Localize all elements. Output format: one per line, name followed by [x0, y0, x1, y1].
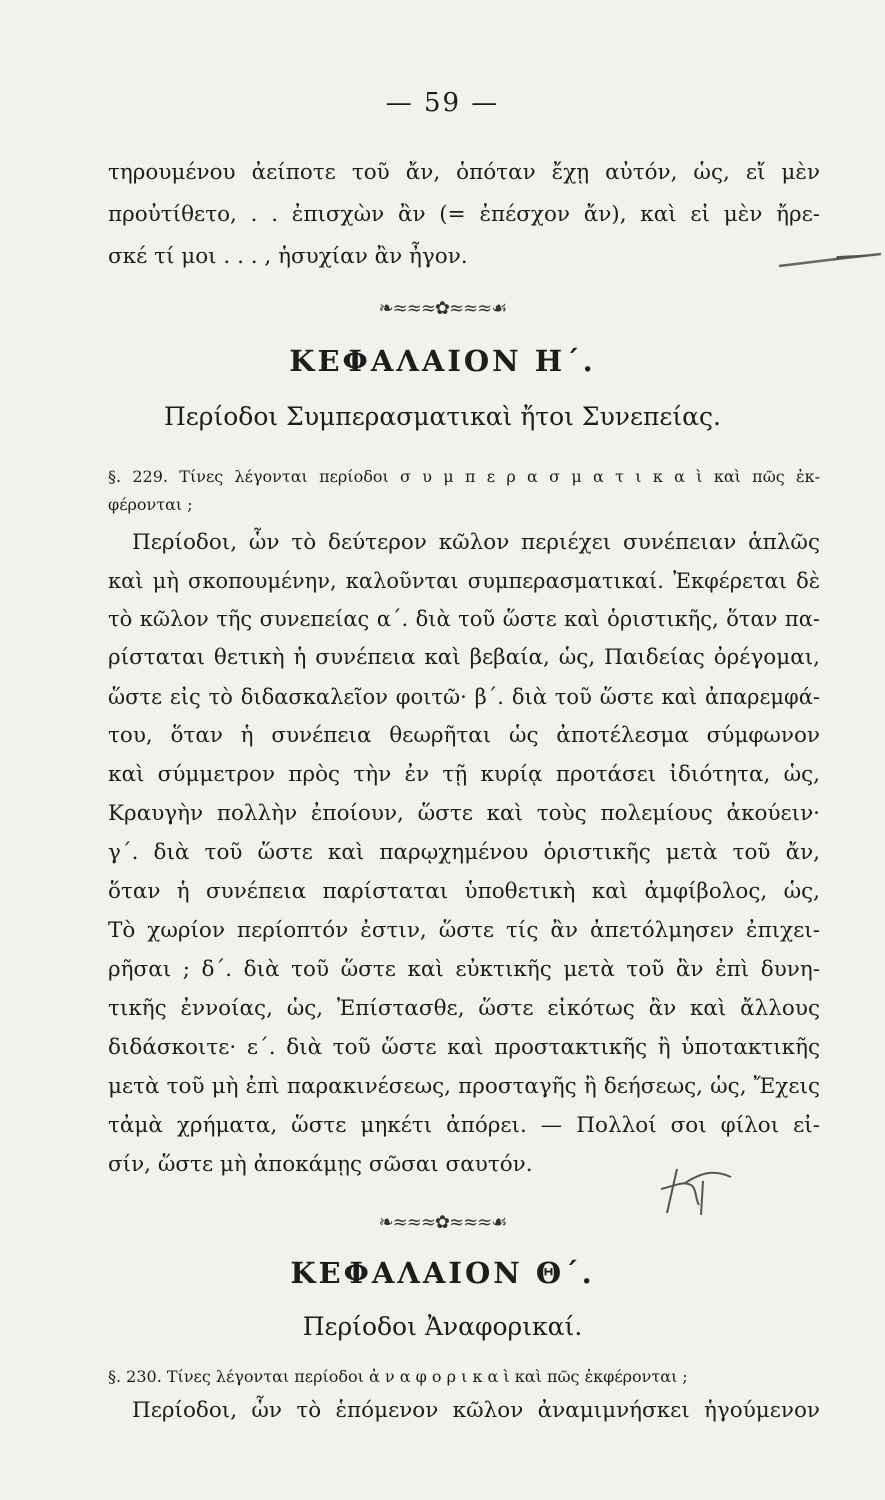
text-line: γ΄. διὰ τοῦ ὥστε καὶ παρῳχημένου ὁριστικῆς μετὰ τοῦ ἄν, — [108, 840, 820, 865]
text-line: ὅταν ἡ συνέπεια παρίσταται ὑποθετικὴ καὶ ἀμφίβολος, ὡς, — [108, 879, 820, 904]
text-line: ρίσταται θετικὴ ἡ συνέπεια καὶ βεβαία, ὡς, Παιδείας ὀρέγομαι, — [108, 645, 820, 670]
chapter-heading: ΚΕΦΑΛΑΙΟΝ Η΄. — [289, 344, 596, 378]
text-line: διδάσκοιτε· ε΄. διὰ τοῦ ὥστε καὶ προστακτικῆς ἢ ὑποτακτικῆς — [108, 1035, 820, 1060]
text-line: καὶ σύμμετρον πρὸς τὴν ἐν τῇ κυρίᾳ προτάσει ἰδιότητα, ὡς, — [108, 762, 820, 787]
page-number: — 59 — — [385, 88, 500, 118]
text-line: προὐτίθετο, . . ἐπισχὼν ἂν (= ἐπέσχον ἄν), καὶ εἰ μὲν ἤρε- — [108, 202, 820, 227]
ornament-divider: ❧≈≈≈✿≈≈≈☙ — [378, 298, 507, 319]
pencil-arrow-mark — [775, 248, 885, 272]
question-line: §. 229. Τίνες λέγονται περίοδοι σ υ μ π ε ρ α σ μ α τ ι κ α ὶ καὶ πῶς ἐκ- — [108, 467, 820, 486]
text-line: σκέ τί μοι . . . , ἡσυχίαν ἂν ἦγον. — [108, 244, 468, 269]
chapter-subtitle: Περίοδοι Συμπερασματικαὶ ἤτοι Συνεπείας. — [164, 402, 721, 431]
question-line: §. 230. Τίνες λέγονται περίοδοι ἀ ν α φ ο ρ ι κ α ὶ καὶ πῶς ἐκφέρονται ; — [108, 1367, 688, 1386]
question-line: φέρονται ; — [108, 495, 193, 514]
ornament-divider: ❧≈≈≈✿≈≈≈☙ — [378, 1212, 507, 1233]
text-line: ρῆσαι ; δ΄. διὰ τοῦ ὥστε καὶ εὐκτικῆς μετὰ τοῦ ἂν ἐπὶ δυνη- — [108, 957, 820, 982]
text-line: τηρουμένου ἀείποτε τοῦ ἄν, ὁπόταν ἔχῃ αὐτόν, ὡς, εἴ μὲν — [108, 160, 820, 185]
text-line: Περίοδοι, ὧν τὸ ἑπόμενον κῶλον ἀναμιμνήσκει ἡγούμενον — [132, 1398, 820, 1423]
text-line: τἀμὰ χρήματα, ὥστε μηκέτι ἀπόρει. — Πολλοί σοι φίλοι εἰ- — [108, 1113, 820, 1138]
text-line: Κραυγὴν πολλὴν ἐποίουν, ὥστε καὶ τοὺς πολεμίους ἀκούειν· — [108, 801, 820, 826]
text-line: του, ὅταν ἡ συνέπεια θεωρῆται ὡς ἀποτέλεσμα σύμφωνον — [108, 723, 820, 748]
text-line: καὶ μὴ σκοπουμένην, καλοῦνται συμπερασματικαί. Ἐκφέρεται δὲ — [108, 569, 820, 593]
text-line: ὥστε εἰς τὸ διδασκαλεῖον φοιτῶ· β΄. διὰ τοῦ ὥστε καὶ ἀπαρεμφά- — [108, 685, 820, 709]
text-line: σίν, ὥστε μὴ ἀποκάμῃς σῶσαι σαυτόν. — [108, 1152, 533, 1177]
text-line: τὸ κῶλον τῆς συνεπείας α΄. διὰ τοῦ ὥστε καὶ ὁριστικῆς, ὅταν πα- — [108, 607, 820, 631]
chapter-heading: ΚΕΦΑΛΑΙΟΝ Θ΄. — [290, 1256, 595, 1290]
text-line: τικῆς ἐννοίας, ὡς, Ἐπίστασθε, ὥστε εἰκότως ἂν καὶ ἄλλους — [108, 996, 820, 1021]
text-line: μετὰ τοῦ μὴ ἐπὶ παρακινέσεως, προσταγῆς ἢ δεήσεως, ὡς, Ἔχεις — [108, 1074, 820, 1099]
text-line: Τὸ χωρίον περίοπτόν ἐστιν, ὥστε τίς ἂν ἀπετόλμησεν ἐπιχει- — [108, 918, 820, 943]
text-line: Περίοδοι, ὧν τὸ δεύτερον κῶλον περιέχει συνέπειαν ἁπλῶς — [132, 530, 820, 555]
chapter-subtitle: Περίοδοι Ἀναφορικαί. — [302, 1312, 583, 1341]
